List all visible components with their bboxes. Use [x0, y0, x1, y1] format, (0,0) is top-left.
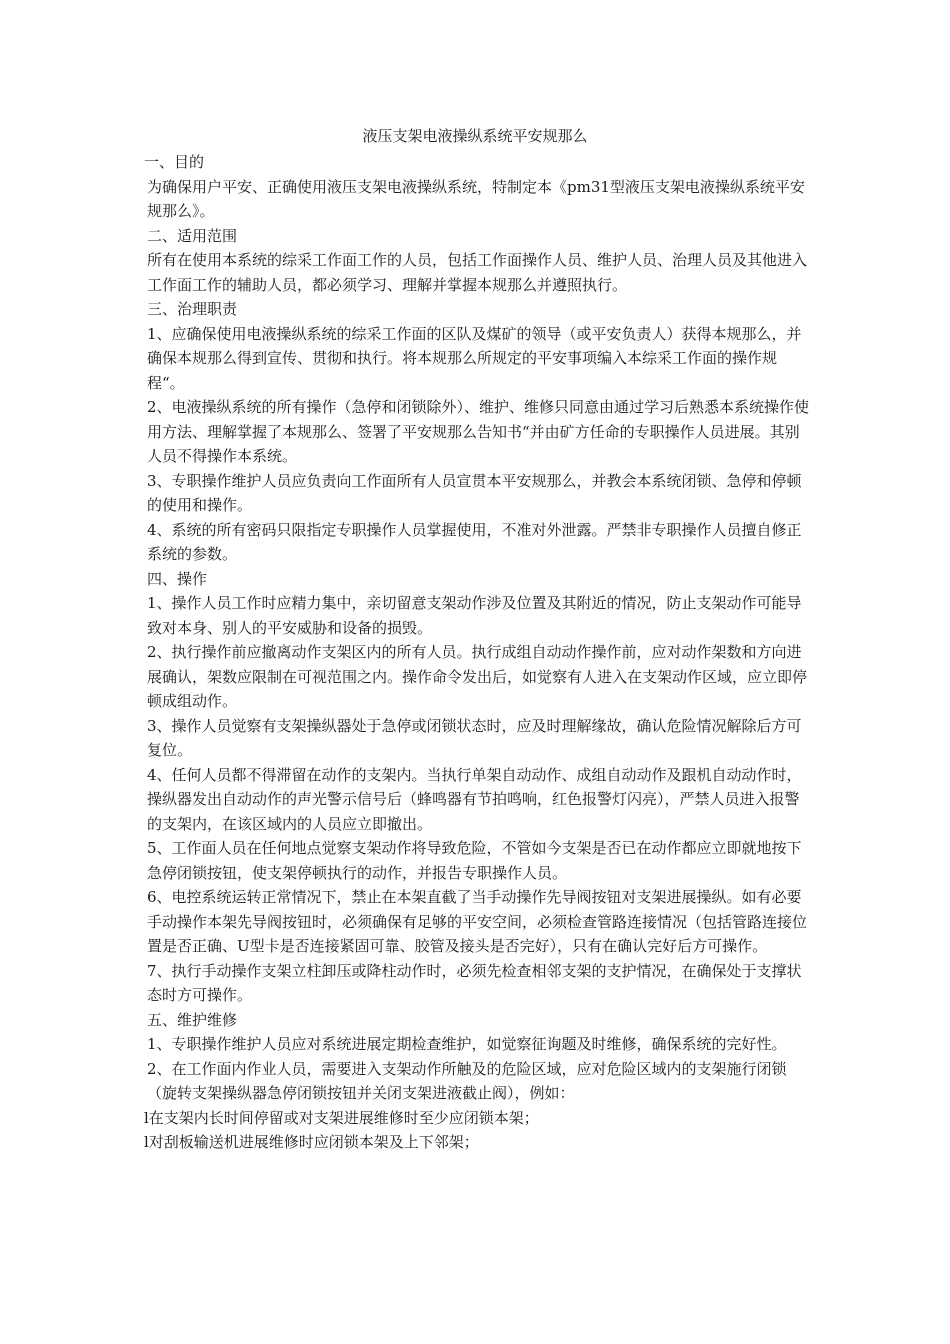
paragraph: l对刮板输送机进展维修时应闭锁本架及上下邻架；	[144, 1133, 479, 1151]
paragraph: 2、执行操作前应撤离动作支架区内的所有人员。执行成组自动动作操作前，应对动作架数和方向进展确认，架数应限制在可视范围之内。操作命令发出后，如觉察有人进入在支架动作区域，应立即停顿成组动作。	[147, 643, 808, 710]
paragraph: 1、专职操作维护人员应对系统进展定期检查维护，如觉察征询题及时维修，确保系统的完好性。	[147, 1035, 787, 1053]
paragraph: 6、电控系统运转正常情况下，禁止在本架直截了当手动操作先导阀按钮对支架进展操纵。如有必要手动操作本架先导阀按钮时，必须确保有足够的平安空间，必须检查管路连接情况（包括管路连接位置是否正确、U型卡是否连接紧固可靠、胶管及接头是否完好），只有在确认完好后方可操作。	[147, 888, 808, 955]
paragraph: 4、系统的所有密码只限指定专职操作人员掌握使用，不准对外泄露。严禁非专职操作人员擅自修正系统的参数。	[147, 520, 802, 563]
paragraph: 三、治理职责	[147, 300, 238, 318]
document-title: 液压支架电液操纵系统平安规那么	[362, 127, 588, 145]
paragraph: 一、目的	[144, 153, 205, 171]
paragraph: 二、适用范围	[147, 226, 238, 245]
paragraph: 四、操作	[147, 569, 208, 588]
paragraph: 为确保用户平安、正确使用液压支架电液操纵系统，特制定本《pm31型液压支架电液操纵系统平安规那么》。	[147, 177, 805, 220]
paragraph: 7、执行手动操作支架立柱卸压或降柱动作时，必须先检查相邻支架的支护情况，在确保处于支撑状态时方可操作。	[147, 961, 802, 1004]
paragraph: 4、任何人员都不得滞留在动作的支架内。当执行单架自动动作、成组自动动作及跟机自动动作时，操纵器发出自动动作的声光警示信号后（蜂鸣器有节拍鸣响，红色报警灯闪亮），严禁人员进入报警的支架内，在该区域内的人员应立即撤出。	[147, 765, 802, 833]
paragraph: 1、应确保使用电液操纵系统的综采工作面的区队及煤矿的领导（或平安负责人）获得本规那么，并确保本规那么得到宣传、贯彻和执行。将本规那么所规定的平安事项编入本综采工作面的操作规程“。	[147, 324, 802, 392]
paragraph: 五、维护维修	[147, 1010, 238, 1029]
paragraph: 3、操作人员觉察有支架操纵器处于急停或闭锁状态时，应及时理解缘故，确认危险情况解除后方可复位。	[147, 716, 802, 759]
paragraph: 2、电液操纵系统的所有操作（急停和闭锁除外）、维护、维修只同意由通过学习后熟悉本系统操作使用方法、理解掌握了本规那么、签署了平安规那么告知书“并由矿方任命的专职操作人员进展。其别人员不得操作本系统。	[147, 398, 810, 465]
paragraph: 5、工作面人员在任何地点觉察支架动作将导致危险，不管如今支架是否已在动作都应立即就地按下急停闭锁按钮，使支架停顿执行的动作，并报告专职操作人员。	[147, 839, 802, 882]
paragraph: 2、在工作面内作业人员，需要进入支架动作所触及的危险区域，应对危险区域内的支架施行闭锁（旋转支架操纵器急停闭锁按钮并关闭支架进液截止阀），例如：	[147, 1059, 787, 1102]
paragraph: 1、操作人员工作时应精力集中，亲切留意支架动作涉及位置及其附近的情况，防止支架动作可能导致对本身、别人的平安威胁和设备的损毁。	[147, 594, 802, 637]
paragraph: 所有在使用本系统的综采工作面工作的人员，包括工作面操作人员、维护人员、治理人员及其他进入工作面工作的辅助人员，都必须学习、理解并掌握本规那么并遵照执行。	[147, 251, 808, 294]
paragraph: 3、专职操作维护人员应负责向工作面所有人员宣贯本平安规那么，并教会本系统闭锁、急停和停顿的使用和操作。	[147, 471, 802, 514]
paragraph: l在支架内长时间停留或对支架进展维修时至少应闭锁本架；	[144, 1108, 539, 1127]
document-body	[144, 150, 812, 1155]
